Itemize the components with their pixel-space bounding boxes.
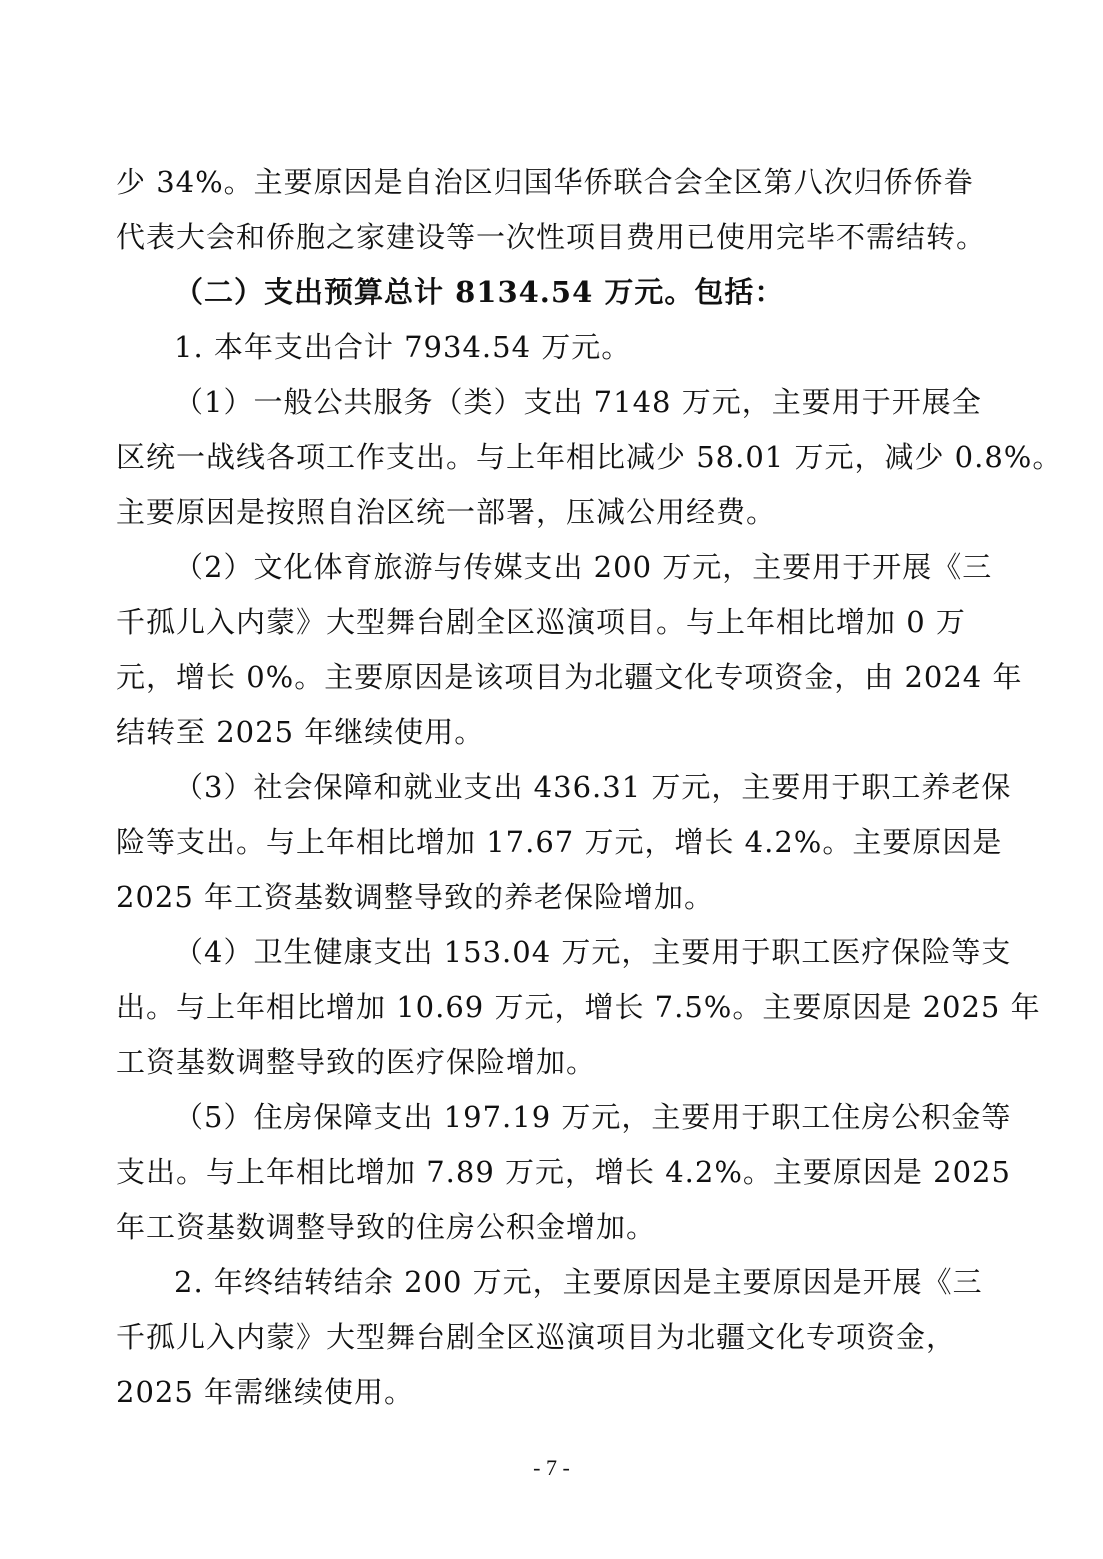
text-line: 元，增长 0%。主要原因是该项目为北疆文化专项资金，由 2024 年 — [116, 660, 1023, 694]
text-line: 1. 本年支出合计 7934.54 万元。 — [174, 330, 632, 364]
text-line: 区统一战线各项工作支出。与上年相比减少 58.01 万元，减少 0.8%。 — [116, 440, 1063, 474]
text-line: 2. 年终结转结余 200 万元，主要原因是主要原因是开展《三 — [174, 1265, 983, 1299]
section-heading: （二）支出预算总计 8134.54 万元。包括： — [174, 275, 785, 309]
text-line: （4）卫生健康支出 153.04 万元，主要用于职工医疗保险等支 — [174, 935, 1012, 969]
text-line: 代表大会和侨胞之家建设等一次性项目费用已使用完毕不需结转。 — [116, 220, 987, 254]
text-line: （5）住房保障支出 197.19 万元，主要用于职工住房公积金等 — [174, 1100, 1012, 1134]
text-line: 工资基数调整导致的医疗保险增加。 — [116, 1045, 597, 1079]
text-line: 主要原因是按照自治区统一部署，压减公用经费。 — [116, 495, 777, 529]
text-line: 少 34%。主要原因是自治区归国华侨联合会全区第八次归侨侨眷 — [116, 165, 974, 199]
page-number: - 7 - — [533, 1455, 570, 1480]
text-line: 2025 年需继续使用。 — [116, 1375, 415, 1409]
text-line: （1）一般公共服务（类）支出 7148 万元，主要用于开展全 — [174, 385, 982, 419]
text-line: 年工资基数调整导致的住房公积金增加。 — [116, 1210, 657, 1244]
text-line: 千孤儿入内蒙》大型舞台剧全区巡演项目为北疆文化专项资金， — [116, 1320, 957, 1354]
text-line: 险等支出。与上年相比增加 17.67 万元，增长 4.2%。主要原因是 — [116, 825, 1003, 859]
text-line: 支出。与上年相比增加 7.89 万元，增长 4.2%。主要原因是 2025 — [116, 1155, 1011, 1189]
text-line: 结转至 2025 年继续使用。 — [116, 715, 485, 749]
text-line: 千孤儿入内蒙》大型舞台剧全区巡演项目。与上年相比增加 0 万 — [116, 605, 966, 639]
text-line: 出。与上年相比增加 10.69 万元，增长 7.5%。主要原因是 2025 年 — [116, 990, 1041, 1024]
text-line: （2）文化体育旅游与传媒支出 200 万元，主要用于开展《三 — [174, 550, 993, 584]
text-line: 2025 年工资基数调整导致的养老保险增加。 — [116, 880, 715, 914]
text-line: （3）社会保障和就业支出 436.31 万元，主要用于职工养老保 — [174, 770, 1012, 804]
